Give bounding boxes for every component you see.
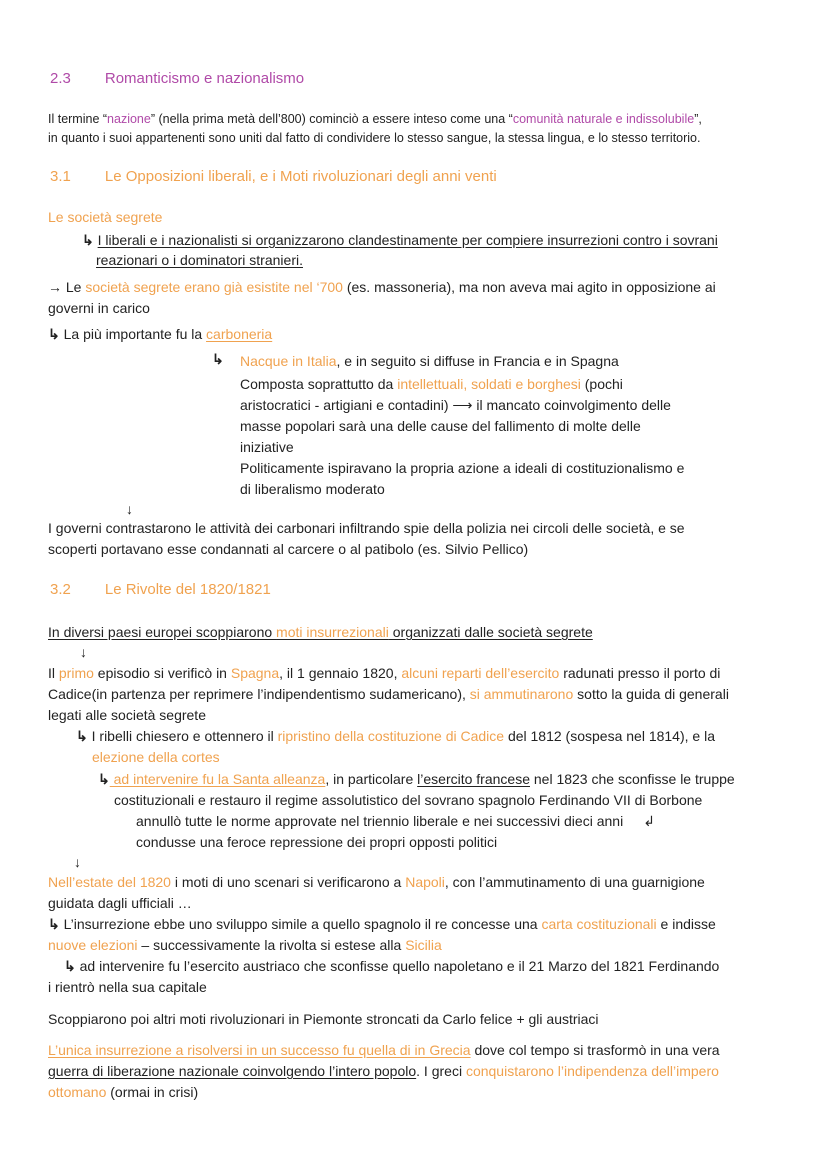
paragraph-line [48, 623, 593, 641]
arrow-icon: ↳ [98, 771, 110, 787]
section-heading-3-1 [50, 168, 497, 186]
text: La più importante fu la [59, 326, 207, 342]
highlight-term: Spagna [230, 665, 280, 681]
paragraph-line: reazionari o i dominatori stranieri. [96, 252, 303, 268]
paragraph-line: governi in carico [48, 300, 150, 316]
paragraph-line [48, 1041, 720, 1059]
paragraph-line [48, 325, 272, 343]
arrow-icon: ↳ [64, 958, 76, 974]
paragraph-line: in quanto i suoi appartenenti sono uniti dal fatto di condividere lo stesso sangue, la stessa lingua, e lo stesso territorio. [48, 131, 701, 145]
underlined-text: I liberali e i nazionalisti si organizzarono clandestinamente per compiere insurrezioni contro i sovrani [97, 232, 718, 248]
highlight-term: moti insurrezionali [276, 624, 389, 640]
text: ” (nella prima metà dell’800) cominciò a essere inteso come una “ [150, 112, 513, 126]
text: Il termine “ [48, 112, 108, 126]
paragraph-line [48, 110, 702, 128]
paragraph-line: elezione della cortes [92, 749, 220, 765]
paragraph-line: Politicamente ispiravano la propria azione a ideali di costituzionalismo e [240, 460, 685, 476]
paragraph-line: costituzionali e restauro il regime assolutistico del sovrano spagnolo Ferdinando VII di Borbone [114, 792, 703, 808]
paragraph-line: iniziative [240, 439, 294, 455]
text: Cadice(in partenza per reprimere l’indipendentismo sudamericano), [48, 686, 470, 702]
paragraph-line: aristocratici - artigiani e contadini) ⟶ il mancato coinvolgimento delle [240, 397, 671, 413]
arrow-icon: ↳ [82, 232, 94, 248]
highlight-term: società segrete erano già esistite nel ‘700 [85, 279, 343, 295]
highlight-term: Napoli [405, 874, 445, 890]
text: – successivamente la rivolta si estese alla [137, 937, 406, 953]
section-title: Le Opposizioni liberali, e i Moti rivoluzionari degli anni venti [104, 168, 497, 185]
text: radunati presso il porto di [559, 665, 721, 681]
text: Il [48, 665, 59, 681]
text: annullò tutte le norme approvate nel triennio liberale e nei successivi dieci anni [136, 813, 624, 829]
highlight-term: carta costituzionali [541, 916, 657, 932]
highlight-term: conquistarono l’indipendenza dell’impero [465, 1063, 719, 1079]
underlined-text: guerra di liberazione nazionale coinvolgendo l’intero popolo [48, 1063, 417, 1079]
paragraph-line: scoperti portavano esse condannati al carcere o al patibolo (es. Silvio Pellico) [48, 541, 529, 557]
section-number: 3.2 [50, 581, 71, 598]
paragraph-line: masse popolari sarà una delle cause del fallimento di molte delle [240, 418, 641, 434]
text: (pochi [580, 376, 623, 392]
highlight-term: alcuni reparti dell’esercito [401, 665, 560, 681]
highlight-term: ad intervenire fu la Santa alleanza [109, 771, 326, 787]
text: In diversi paesi europei scoppiarono [48, 624, 277, 640]
paragraph-line [136, 812, 655, 830]
paragraph-line: Scoppiarono poi altri moti rivoluzionari in Piemonte stroncati da Carlo felice + gli austriaci [48, 1011, 599, 1027]
paragraph-line [48, 1083, 198, 1101]
paragraph-line [98, 770, 735, 788]
highlight-term: ottomano [48, 1084, 107, 1100]
arrow-icon: ↳ [48, 916, 60, 932]
paragraph-line [240, 352, 619, 370]
text: nel 1823 che sconfisse le truppe [529, 771, 735, 787]
highlight-term: ripristino della costituzione di Cadice [277, 728, 505, 744]
section-heading-2-3 [50, 70, 304, 88]
section-number: 2.3 [50, 70, 71, 87]
paragraph-line [48, 1062, 719, 1080]
paragraph-line [76, 727, 715, 745]
underlined-text: l’esercito francese [417, 771, 530, 787]
text: Le [62, 279, 86, 295]
arrow-return-icon: ↲ [643, 813, 655, 829]
text: (ormai in crisi) [106, 1084, 199, 1100]
text: sotto la guida di generali [573, 686, 729, 702]
text: e indisse [656, 916, 716, 932]
paragraph-line [48, 873, 705, 891]
paragraph-line: i rientrò nella sua capitale [48, 979, 207, 995]
text: ad intervenire fu l’esercito austriaco che sconfisse quello napoletano e il 21 Marzo del 1821 Ferdinando [75, 958, 720, 974]
paragraph-line: condusse una feroce repressione dei propri opposti politici [136, 834, 498, 850]
highlight-term: L’unica insurrezione a risolversi in un successo fu quella di in Grecia [48, 1042, 471, 1058]
text: , con l’ammutinamento di una guarnigione [444, 874, 705, 890]
paragraph-line [82, 231, 718, 249]
highlight-term: Sicilia [405, 937, 442, 953]
highlight-term: nazione [107, 112, 151, 126]
text: L’insurrezione ebbe uno sviluppo simile a quello spagnolo il re concesse una [59, 916, 542, 932]
highlight-term: Nell’estate del 1820 [48, 874, 171, 890]
paragraph-line: guidata dagli ufficiali … [48, 895, 192, 911]
arrow-icon: ↳ [76, 728, 88, 744]
text: ”, [694, 112, 702, 126]
arrow-icon: ↳ [212, 351, 224, 367]
text: episodio si verificò in [93, 665, 231, 681]
text: (es. massoneria), ma non aveva mai agito in opposizione ai [342, 279, 716, 295]
subheading: Le società segrete [48, 209, 163, 225]
section-title: Le Rivolte del 1820/1821 [104, 581, 271, 598]
paragraph-line [48, 278, 716, 296]
paragraph-line: legati alle società segrete [48, 707, 206, 723]
text: , il 1 gennaio 1820, [279, 665, 402, 681]
highlight-term: primo [58, 665, 94, 681]
arrow-right-icon: → [48, 279, 62, 295]
text: , in particolare [325, 771, 418, 787]
arrow-down-icon: ↓ [126, 501, 133, 517]
text: i moti di uno scenari si verificarono a [170, 874, 406, 890]
text: Composta soprattutto da [240, 376, 398, 392]
text: . I greci [416, 1063, 466, 1079]
highlight-term: intellettuali, soldati e borghesi [397, 376, 581, 392]
paragraph-line [48, 936, 442, 954]
text: , e in seguito si diffuse in Francia e in Spagna [336, 353, 619, 369]
text: del 1812 (sospesa nel 1814), e la [504, 728, 715, 744]
text: dove col tempo si trasformò in una vera [470, 1042, 720, 1058]
section-title: Romanticismo e nazionalismo [104, 70, 305, 87]
arrow-down-icon: ↓ [74, 854, 81, 870]
paragraph-line [48, 915, 716, 933]
paragraph-line [64, 957, 719, 975]
highlight-term: si ammutinarono [469, 686, 574, 702]
paragraph-line: I governi contrastarono le attività dei carbonari infiltrando spie della polizia nei circoli delle società, e se [48, 520, 685, 536]
arrow-down-icon: ↓ [80, 644, 87, 660]
highlight-term: comunità naturale e indissolubile [512, 112, 695, 126]
paragraph-line [48, 685, 729, 703]
text: organizzati dalle società segrete [388, 624, 593, 640]
highlight-term: carboneria [206, 326, 273, 342]
paragraph-line: di liberalismo moderato [240, 481, 385, 497]
section-number: 3.1 [50, 168, 71, 185]
text: I ribelli chiesero e ottennero il [87, 728, 278, 744]
highlight-term: Nacque in Italia [240, 353, 337, 369]
section-heading-3-2 [50, 581, 271, 599]
paragraph-line [240, 375, 623, 393]
arrow-icon: ↳ [48, 326, 60, 342]
paragraph-line [48, 664, 720, 682]
highlight-term: nuove elezioni [48, 937, 138, 953]
